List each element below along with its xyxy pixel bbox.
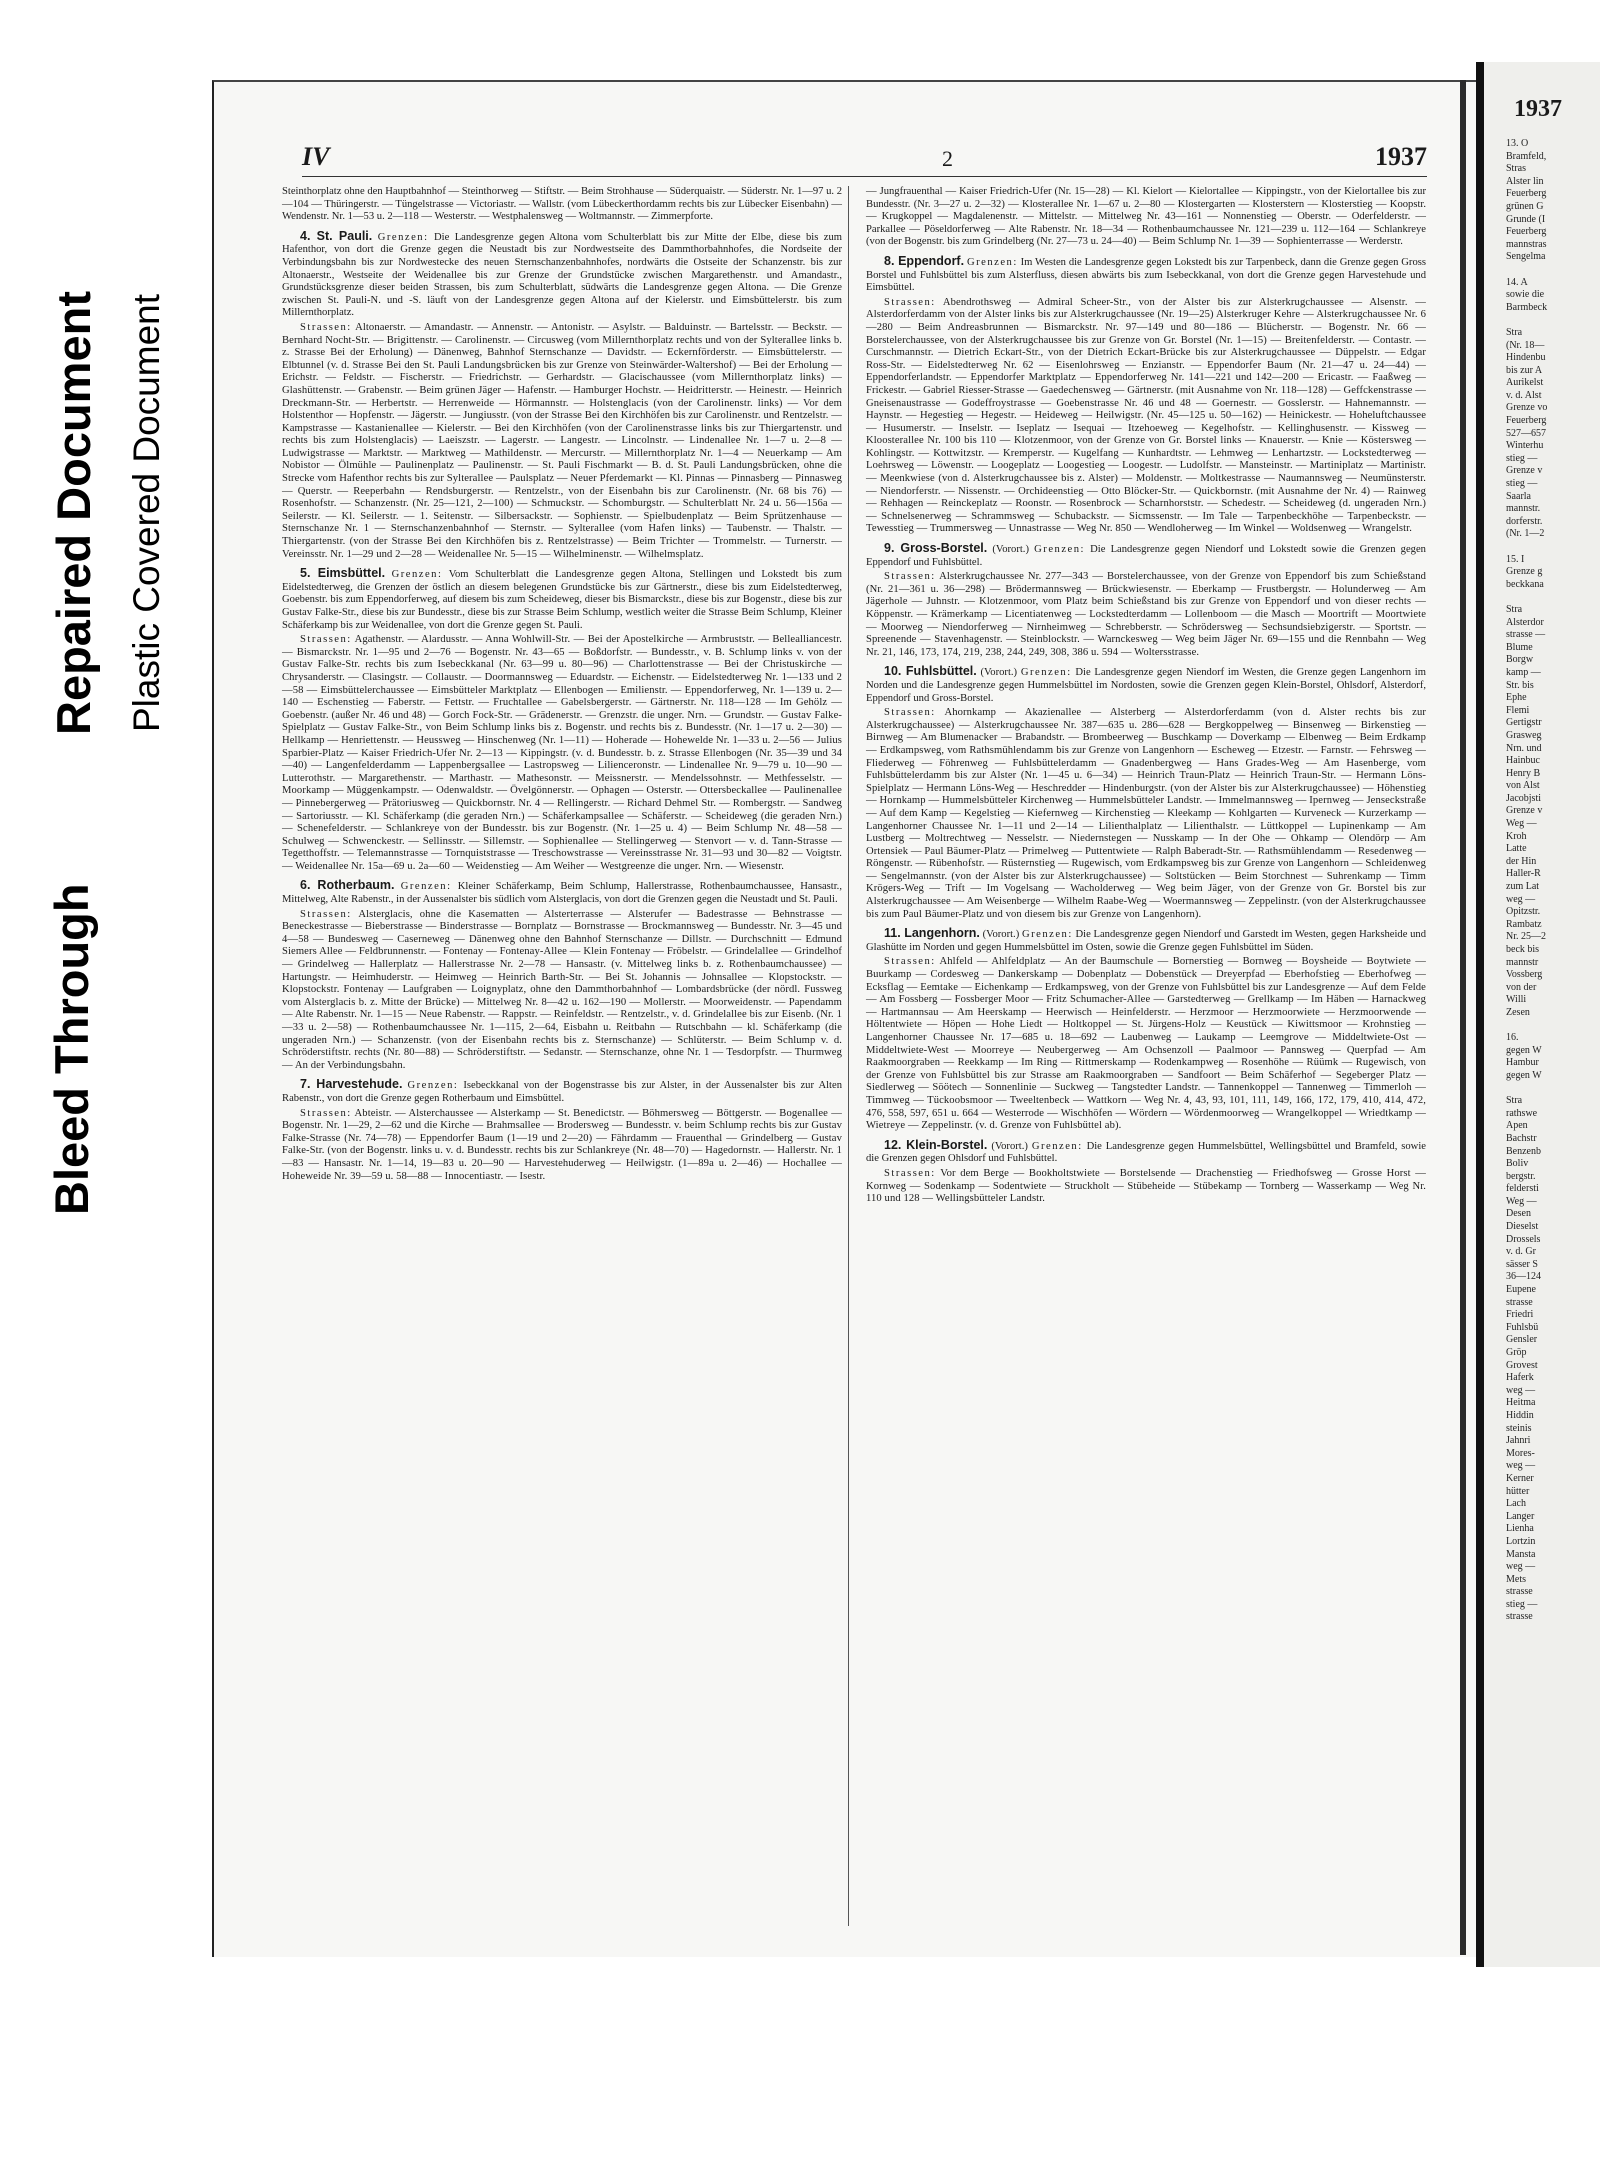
next-page-line: Haferk [1506,1372,1534,1384]
next-page-line: der Hin [1506,855,1537,867]
district-strassen [866,956,1426,1132]
next-page-strip [1476,62,1600,1967]
next-page-line: strasse [1506,1296,1533,1308]
strassen-label: Strassen: [884,1167,936,1179]
next-page-line: Vossberg [1506,969,1543,981]
next-page-line: Mets [1506,1573,1526,1585]
next-page-line: 36—124 [1506,1271,1541,1283]
next-page-line: Weg — [1506,1195,1537,1207]
next-page-line: Stra [1506,1095,1523,1107]
page-year: 1937 [1375,142,1427,171]
next-page-line: Heitma [1506,1397,1536,1409]
next-page-line: strasse [1506,1586,1533,1598]
next-page-line: mannstr [1506,956,1539,968]
next-page-line: Sengelma [1506,251,1546,263]
next-page-line: bis zur A [1506,364,1543,376]
grenzen-label: Grenzen: [1034,544,1085,556]
next-page-line: Henry B [1506,767,1541,779]
next-page-line: Hambur [1506,1057,1539,1069]
district-strassen [282,634,842,873]
grenzen-label: Grenzen: [1020,667,1072,679]
district-section [282,879,842,1072]
next-page-line: sowie die [1506,289,1545,301]
next-page-line: Eupene [1506,1284,1536,1296]
strassen-text: Alsterkrugchaussee Nr. 277—343 — Borstelerchaussee, von der Grenze von Eppendorf bis zum Schießstand (Nr. 21—361 u. 36—298) — Brödermannsweg — Brückwiesenstr. — Eberkamp — Frustbergstr. — Holunderweg — Am Jägerhole — Juhnstr. — Klotzenmoor, vom Platz beim Schießstand bis zur Grenze von Eppendorf und von dieser rechts — Köppenstr. — Krämerkamp — Licentiatenweg — Lockstedterdamm — Lollenboom — die Masch — Moortrift — Moortwiete — Moorweg — Niendorferweg — Nirnheimweg — Schrebberstr. — Schrödersweg — Sechsundsiebzigerstr. — Sportstr. — Spreenende — Stavenhagenstr. — Steinblockstr. — Warnckesweg — Weg beim Jäger Nr. 69—155 und die Rennbahn — Weg Nr. 21, 146, 173, 174, 219, 238, 244, 249, 308, 386 u. 594 — Woltersstrasse. [866,571,1426,658]
strassen-text: Alsterglacis, ohne die Kasematten — Alsterterrasse — Alsterufer — Badestrasse — Behnstrasse — Beneckestrasse — Bieberstrasse — Binderstrasse — Bornplatz — Bornstrasse — Brockmannsweg — Bundesstr. Nr. 3—45 und 4—58 — Bundesweg — Caserneweg — Dänenweg ohne den Bahnhof Sternschanze — Dillstr. — Durchschnitt — Edmund Siemers Allee — Feldbrunnenstr. — Fontenay — Fontenay-Allee — Klein Fontenay — Fröbelstr. — Grindelallee — Grindelhof — Grindelweg — Hallerplatz — Hallerstrasse Nr. 2—78 — Hansastr. (v. Mittelweg links b. z. Rothenbaumchaussee) — Hartungstr. — Heimhuderstr. — Heimweg — Heinrich Barth-Str. — Bei St. Johannis — Johnsallee — Klopstockstr. — Klopstockstr. Fontenay — Laufgraben — Loignyplatz, ohne den Dammthorbahnhof — Lombardsbrücke (der nördl. Fussweg vom Alsterglacis b. z. Mitte der Brücke) — Mittelweg Nr. 8—42 u. 162—190 — Mollerstr. — Moorweidenstr. — Papendamm — Alte Rabenstr. Nr. 1—15 — Neue Rabenstr. — Rappstr. — Reinfeldstr. — Rentzelstr., v. d. Grindelallee bis zur Eisenb. (Nr. 1—33 u. 2—58) — Rothenbaumchaussee Nr. 1—115, 2—64, Eisbahn u. Reitbahn — Rutschbahn — kl. Schäferkamp (die ungeraden Nrn.) — Schanzenstr. (von der Eisenbahn rechts bis z. Sternschanze) — Schlüterstr. — Beim Schlump v. d. Schröderstiftstr. rechts (Nr. 80—88) — Schröderstiftstr. — Sedanstr. — Sternschanze, ohne Nr. 1 — Tesdorpfstr. — Thurmweg — An der Verbindungsbahn. [282,908,843,1071]
next-page-line: Stra [1506,326,1523,338]
page-header [302,142,1427,172]
strassen-text: Vor dem Berge — Bookholtstwiete — Borstelsende — Drachenstieg — Friedhofsweg — Grosse Horst — Kornweg — Sodenkamp — Sodentwiete — Struckholt — Stübeheide — Stübekamp — Tornberg — Wasserkamp — Weg Nr. 110 und 128 — Wellingsbütteler Landstr. [866,1167,1426,1205]
district-strassen [866,297,1426,536]
next-page-line: Jahnri [1506,1435,1531,1447]
next-page-line: Bramfeld, [1506,150,1547,162]
next-page-line: Winterhu [1506,440,1544,452]
district-section [866,542,1426,659]
district-grenzen [282,879,842,906]
grenzen-text: Die Landesgrenze gegen Niendorf und Lokstedt sowie die Grenzen gegen Eppendorf und Fuhlsbüttel. [866,544,1426,568]
next-page-line: strasse [1506,1611,1533,1623]
next-page-line: von Alst [1506,780,1540,792]
next-page-line: Apen [1506,1120,1528,1132]
next-page-line: gegen W [1506,1069,1542,1081]
next-page-line: Saarla [1506,490,1531,502]
district-prefix: (Vorort.) [992,544,1029,556]
next-page-line: Stras [1506,163,1526,175]
next-page-line: Grasweg [1506,729,1542,741]
district-prefix: (Vorort.) [980,667,1018,679]
next-page-line: Str. bis [1506,679,1534,691]
next-page-text [1506,138,1600,1878]
district-heading: 6. Rotherbaum. [300,878,395,893]
bleed-through-label: Bleed Through [45,883,98,1215]
next-page-line: Grenze v [1506,465,1543,477]
grenzen-text: Isebeckkanal von der Bogenstrasse bis zur Alster, in der Aussenalster bis zur Alten Rabenstr., von dort die Grenze gegen Rotherbaum und Eimsbüttel. [282,1080,842,1104]
grenzen-text: Die Landesgrenze gegen Altona vom Schulterblatt bis zur Mitte der Elbe, diese bis zum Hafenthor, von dort die Grenze gegen die Neustadt bis zur Nordwestseite des Dammthorbahnhofes, die Nordseite der Verbindungsbahn bis zur Nordwestecke des neuen Sternschanzenbahnhofes, nordwärts die Ostseite der Schanzenstr. bis zur Altonaerstr., Westseite der Weidenallee bis zur Grenze der Grundstücke zwischen Margarethenstr. und Amandastr., Grundstücksgrenze dieser beiden Strassen, bis zum Schulterblatt, südwärts die Landesgrenze gegen Altona. — Die Grenze zwischen St. Pauli-N. und -S. läuft von der Landesgrenze gegen Altona auf der Kielerstr. und Eimsbüttelerstr. bis zum Millernthorplatz. [282,231,843,319]
strassen-text: Abendrothsweg — Admiral Scheer-Str., von der Alster bis zur Alsterkrugchaussee — Alsenstr. — Alsterdorferdamm von der Alster links bis zur Alsterkrugchaussee (Nr. 19—25) Alsterkruger Kehre — Alsterkrugchaussee Nr. 6—280 — Beim Andreasbrunnen — Bismarckstr. Nr. 97—149 und 80—186 — Blücherstr. — Bogenstr. Nr. 66 — Borstelerchaussee, von der Alsterkrugchaussee bis zur Grenze von Gr. Borstel (Nr. 1—15) — Breitenfelderstr. — Contastr. — Curschmannstr. — Dietrich Eckart-Str., von der Dietrich Eckart-Brücke bis zur Alsterkrugchaussee — Düppelstr. — Edgar Ross-Str. — Eidelstedterweg Nr. 62 — Eisenlohrsweg — Enzianstr. — Eppendorfer Baum (Nr. 21—47 u. 24—44) — Eppendorferlandstr. — Eppendorfer Marktplatz — Eppendorferweg Nr. 141—221 und 142—200 — Ericastr. — Faaßweg — Frickestr. — Gabriel Riesser-Strasse — Gaedechensweg — Gärtnerstr. (mit Ausnahme von Nr. 118—128) — Geffckenstrasse — Gneisenaustrasse — Godeffroystrasse — Goebenstrasse Nr. 46 und 48 — Goernestr. — Gosslerstr. — Hahnemannstr. — Haynstr. — Hegestieg — Hegestr. — Heideweg — Heilwigstr. (Nr. 45—125 u. 50—162) — Heinickestr. — Hoheluftchaussee — Husumerstr. — Inselstr. — Iseplatz — Isequai — Itzehoeweg — Kegelhofstr. — Kellinghusenstr. — Kissweg — Kloosterallee Nr. 100 bis 110 — Klotzenmoor, von der Grenze von Gr. Borstel links — Knauerstr. — Knie — Köstersweg — Kohlingstr. — Kottwitzstr. — Kremperstr. — Kugelfang — Kunhardtstr. — Lehmweg — Lenhartzstr. — Lockstedterweg — Loehrsweg — Löwenstr. — Loogeplatz — Loogestieg — Loogestr. — Ludolfstr. — Mansteinstr. — Martiniplatz — Martinistr. — Meenkwiese (von d. Alsterkrugchaussee bis z. Alster) — Moldenstr. — Moltkestrasse — Naumannsweg — Neumünsterstr. — Niendorferstr. — Nissenstr. — Orchideenstieg — Otto Blöcker-Str. — Quickbornstr. (mit Ausnahme der Nr. 4) — Rainweg — Rehhagen — Reinckeplatz — Roonstr. — Rosenbrock — Scharnhorststr. — Schedestr. — Scheideweg (d. ungeraden Nrn.) — Schnelsenerweg — Schrammsweg — Schubackstr. — Sicmssenstr. — Im Tale — Tarpenbeckhöhe — Tarpenbeckstr. — Tewesstieg — Trummersweg — Unnastrasse — Weg Nr. 850 — Wendloherweg — Im Winkel — Woldsenweg — Wrangelstr. [866,296,1427,535]
repaired-document-label: Repaired Document [47,291,100,735]
district-strassen [866,1168,1426,1206]
next-page-line: Feuerberg [1506,226,1547,238]
district-heading: 11. Langenhorn. [884,926,980,941]
next-page-line: Drossels [1506,1233,1541,1245]
next-page-line: Latte [1506,843,1527,855]
next-page-line: Jacobjsti [1506,792,1541,804]
district-section [866,1139,1426,1206]
district-strassen [282,1108,842,1184]
next-page-line: beck bis [1506,944,1540,955]
grenzen-text: Die Landesgrenze gegen Niendorf im Westen, die Grenze gegen Langenhorn im Norden und die Landesgrenze gegen Hummelsbüttel im Nordosten, sowie die Grenzen gegen Klein-Borstel, Ohlsdorf, Alsterdorf, Eppendorf und Gross-Borstel. [866,667,1426,704]
next-page-line: Aurikelst [1506,377,1544,389]
next-page-line: Hindenbu [1506,352,1546,364]
grenzen-label: Grenzen: [377,231,429,243]
next-page-line: Blume [1506,641,1533,653]
next-page-line: Hiddin [1506,1409,1534,1421]
district-grenzen [866,255,1426,295]
next-page-line: Hainbuc [1506,755,1540,767]
strassen-text: Ahornkamp — Akazienallee — Alsterberg — Alsterdorferdamm (von d. Alster rechts bis zur Alsterkrugchaussee) — Alsterkrugchaussee Nr. 387—635 u. 286—628 — Bergkoppelweg — Binsenweg — Birkenstieg — Birnweg — Am Blumenacker — Brabandstr. — Brombeerweg — Buschkamp — Doverkamp — Elbenweg — Beim Erdkamp — Erdkampsweg, vom Rathsmühlendamm bis zur Grenze von Langenhorn — Escheweg — Etzestr. — Farnstr. — Fehrsweg — Fliederweg — Föhrenweg — Fuhlsbüttelerdamm — Gnadenbergweg — Hans Grades-Weg — Am Hasenberge, vom Fuhlsbüttelerdamm bis zur Alster (Nr. 1—45 u. 6—34) — Heinrich Traun-Platz — Heinrich Traun-Str. — Hermann Löns-Spielplatz — Hermann Löns-Weg — Heschredder — Hindenburgstr. (von der Alster bis zur Alsterkrugchaussee) — Höhenstieg — Hornkamp — Hummelsbütteler Kirchenweg — Hummelsbütteler Landstr. — Immelmannsweg — Ipernweg — Jenseckstraße — Auf dem Kamp — Kegelstieg — Kiefernweg — Kirchenstieg — Kleekamp — Kohlgarten — Kurveneck — Kurzerkamp — Langenhorner Chaussee Nr. 1—11 und 2—14 — Lilienthalplatz — Lilienthalstr. — Lüttkoppel — Lupinenkamp — Am Lustberg — Moltrechtweg — Nesselstr. — Niedernstegen — Nusskamp — In der Ohe — Ohkamp — Olendörp — Am Ortensiek — Paul Bäumer-Platz — Primelweg — Puttentwiete — Ralph Baberadt-Str. — Rathsmühlendamm — Resedenweg — Röngenstr. — Rübenhofstr. — Rüsternstieg — Rugewisch, vom Erdkampsweg bis zur Grenze von Langenhorn — Schleidenweg — Sengelmannstr. (von der Alster bis zur Alsterkrugchaussee) — Soltstücken — Beim Storchnest — Suhrenkamp — Timm Krögers-Weg — Trift — Im Vogelsang — Wacholderweg — Weg beim Jäger, von der Grenze von Gr. Borstel bis zur Alsterkrugchaussee — Am Weisenberge — Wilhelm Raabe-Weg — Woermannsweg — Zeppelinstr. (von der Alsterkrugchaussee bis zum Paul Bäumer-Platz und von diesem bis zur Grenze von Langenhorn). [866,707,1426,920]
next-page-line: dorferstr. [1506,515,1543,527]
header-rule [302,176,1427,177]
next-page-line: (Nr. 18— [1506,339,1545,351]
next-page-line: mannstr. [1506,503,1541,515]
next-page-line [1506,1083,1600,1096]
next-page-line [1506,591,1600,604]
strassen-label: Strassen: [884,707,936,719]
next-page-line [1506,1020,1600,1033]
grenzen-label: Grenzen: [407,1080,459,1092]
next-page-line: 14. A [1506,276,1528,288]
next-page-line: Kerner [1506,1472,1534,1484]
next-page-line: Gertigstr [1506,717,1542,729]
next-page-line: Bachstr [1506,1132,1537,1144]
next-page-line: bergstr. [1506,1170,1536,1182]
right-text-column [866,186,1426,1212]
next-page-line: Opitzstr. [1506,906,1541,918]
district-strassen [866,571,1426,659]
strassen-text: Abteistr. — Alsterchaussee — Alsterkamp — St. Benedictstr. — Böhmersweg — Böttgerstr. — Bogenallee — Bogenstr. Nr. 1—29, 2—62 und die Kirche — Brahmsallee — Brodersweg — Bundesstr. v. beim Schlump rechts bis zur Gustav Falke-Strasse (Nr. 74—78) — Eppendorfer Baum (1—19 und 2—20) — Fährdamm — Frauenthal — Grindelberg — Gustav Falke-Str. (von der Bogenstr. links u. v. d. Bundesstr. rechts bis zur Schlankreye (Nr. 48—70) — Hagedornstr. — Hallerstr. Nr. 1—83 — Hansastr. Nr. 1—14, 19—83 u. 20—90 — Harvestehuderweg — Heilwigstr. (1—89a u. 2—46) — Hochallee — Hoheweide Nr. 39—59 u. 58—88 — Innocentiastr. — Isestr. [282,1107,843,1182]
next-page-line: zum Lat [1506,881,1540,893]
next-page-line: Boliv [1506,1158,1529,1170]
strassen-text: Ahlfeld — Ahlfeldplatz — An der Baumschule — Bornerstieg — Bornweg — Boysheide — Boytwiete — Buurkamp — Cordesweg — Dankerskamp — Dobenplatz — Dobenstück — Dreyerpfad — Eberhofstieg — Eberhofweg — Ecksflag — Eemtake — Eichenkamp — Erdkampsweg, von der Grenze von Fuhlsbüttel bis zur Landesgrenze — Auf dem Felde — Am Fossberg — Fossberger Moor — Fritz Schumacher-Allee — Garstedterweg — Grellkamp — Im Häben — Harnackweg — Hartmannsau — Am Heerskamp — Heerwisch — Heinfelderstr. — Herzmoor — Herzmoorwiete — Herzmoorwende — Höltentwiete — Höpen — Hohe Liedt — Holtkoppel — St. Jürgens-Holz — Keustück — Kiwittsmoor — Krohnstieg — Langenhorner Chaussee Nr. 17—685 u. 18—692 — Laubenweg — Laukamp — Leemgrove — Middeltwiete-Ost — Middeltwiete-West — Moorreye — Neubergerweg — Am Ochsenzoll — Paalmoor — Pannsweg — Querpfad — Am Raakmoorgraben — Reekkamp — Im Ring — Rittmerskamp — Rodenkampweg — Rosenhöhe — Rüümk — Rugewisch, von der Grenze von Fuhlsbüttel bis zur Strasse am Raakmoorgraben — Sandfoort — Beim Schäferhof — Segeberger Platz — Siedlerweg — Söötech — Sonnenlinie — Suckweg — Tangstedter Landstr. — Tannenkoppel — Tannenweg — Timmerloh — Timmweg — Tückoobsmoor — Tweeltenbeck — Wattkorn — Weg Nr. 4, 43, 93, 101, 111, 149, 166, 172, 179, 410, 414, 472, 476, 558, 597, 651 u. 664 — Westerrode — Wischhöfen — Wördern — Wördenmoorweg — Wrangelkoppel — Wriedtkamp — Wietreye — Zeppelinstr. (v. d. Grenze von Fuhlsbüttel ab). [866,956,1427,1132]
next-page-line: 527—657 [1506,427,1546,439]
strassen-label: Strassen: [884,296,936,308]
next-page-line: Grenze v [1506,805,1543,817]
scanned-page [212,80,1476,1957]
next-page-line: Grovest [1506,1359,1538,1371]
next-page-line: Alsterdor [1506,616,1544,628]
district-heading: 10. Fuhlsbüttel. [884,664,977,679]
next-page-line: Alster lin [1506,175,1544,187]
next-page-year: 1937 [1514,96,1562,122]
district-grenzen [866,927,1426,954]
next-page-line: Grunde (I [1506,213,1546,225]
strassen-text: Altonaerstr. — Amandastr. — Annenstr. — Antonistr. — Asylstr. — Balduinstr. — Bartelsstr. — Beckstr. — Bernhard Nocht-Str. — Brigittenstr. — Carolinenstr. — Circusweg (vom Millernthorplatz rechts und von der Sylterallee links b. z. Strasse Bei der Erholung) — Dänenweg, Bahnhof Sternschanze — Davidstr. — Eckernförderstr. — Eimsbüttelerstr. — Elbtunnel (v. d. Strasse Bei den St. Pauli Landungsbrücken bis zur Grenze von Steinwärder-Waltershof) — Bei der Erholung — Erichstr. — Feldstr. — Fischerstr. — Friedrichstr. — Gerhardstr. — Glacischaussee (vom Millernthorplatz links) — Glashüttenstr. — Grabenstr. — Beim grünen Jäger — Hafenstr. — Hamburger Hochstr. — Heidritterstr. — Heinestr. — Heinrich Dreckmann-Str. — Herbertstr. — Herrenweide — Hörmannstr. — Holstenglacis (von der Carolinenstr. links) — Vor dem Holstenthor — Hopfenstr. — Jägerstr. — Jungiusstr. (von der Strasse Bei den Kirchhöfen bis zur Carolinenstr. und Rentzelstr. — Kampstrasse — Kastanienallee — Kielerstr. — Bei den Kirchhöfen (von der Carolinenstrasse links bis zur Thiergartenstr. und rechts bis zum Holstenglacis) — Laeiszstr. — Lagerstr. — Langestr. — Lincolnstr. — Lindenallee Nr. 1—7 u. 2—8 — Ludwigstrasse — Marktstr. — Marktweg — Mathildenstr. — Mercurstr. — Millernthorplatz Nr. 1—4 — Neuerkamp — Am Nobistor — Ölmühle — Paulinenplatz — Paulinenstr. — St. Pauli Fischmarkt — B. d. St. Pauli Landungsbrücken, ohne die Strecke vom Hafenthor rechts bis zur Sylterallee — Paulsplatz — Neuer Pferdemarkt — Kl. Pinnas — Pinnasberg — Pinnasweg — Querstr. — Reeperbahn — Rendsburgerstr. — Rentzelstr., von der Eisenbahn bis zur Carolinenstr. (Nr. 68 bis 76) — Rosenhofstr. — Schanzenstr. (Nr. 25—121, 2—100) — Schmuckstr. — Schomburgstr. — Schulterblatt Nr. 24 u. 56—156a — Seilerstr. — Kl. Seilerstr. — 1. Seitenstr. — Silbersackstr. — Sophienstr. — Spielbudenplatz — Beim Sprützenhause — Sternschanze Nr. 1 — Sternschanzenbahnhof — Sternstr. — Sylterallee (vom Hafen links) — Taubenstr. — Thalstr. — Thiergartenstr. (von der Strasse Bei den Kirchhöfen bis z. Rentzelstrasse) — Beim Trichter — Trommelstr. — Turnerstr. — Vereinsstr. Nr. 1—29 und 2—28 — Weidenallee Nr. 5—15 — Wilhelminenstr. — Wilhelmsplatz. [282,321,842,560]
district-heading: 9. Gross-Borstel. [884,541,988,556]
next-page-line: Gensler [1506,1334,1538,1346]
grenzen-text: Im Westen die Landesgrenze gegen Lokstedt bis zur Tarpenbeck, dann die Grenze gegen Gross Borstel und Fuhlsbüttel bis zum Alsterfluss, diesen abwärts bis zum Isebeckkanal, von dort die Grenze gegen Harvestehude und Eimsbüttel. [866,256,1426,294]
next-page-line: Gröp [1506,1347,1527,1358]
plastic-covered-label: Plastic Covered Document [126,293,167,732]
next-page-line: (Nr. 1—2 [1506,528,1545,540]
next-page-line: Grenze g [1506,566,1543,578]
next-page-line: Friedri [1506,1309,1534,1321]
next-page-line: mannstras [1506,238,1547,250]
grenzen-text: Die Landesgrenze gegen Hummelsbüttel, Wellingsbüttel und Bramfeld, sowie die Grenzen gegen Ohlsdorf und Fuhlsbüttel. [866,1140,1426,1165]
next-page-line: gegen W [1506,1044,1542,1056]
next-page-line: Mores- [1506,1447,1535,1459]
next-page-line: Grenze vo [1506,402,1548,414]
next-page-line: weg — [1506,1561,1536,1573]
next-page-line: Nr. 25—2 [1506,931,1546,943]
district-section [866,665,1426,921]
grenzen-label: Grenzen: [966,256,1018,268]
next-page-line: von der [1506,981,1537,993]
grenzen-text: Vom Schulterblatt die Landesgrenze gegen Altona, Stellingen und Lokstedt bis zum Eidelstedterweg, die Grenzen der östlich an diesem belegenen Grundstücke bis zur Gärtnerstr., diese bis zum Eidelstedterweg, Goebenstr. bis zum Eppendorferweg, auf diesem bis zum Scheideweg, dieser bis Bismarckstr., diese bis zur Bogenstr., diese bis zur Gustav Falke-Str., diese bis zur Bundesstr., diese bis zur Strasse Beim Schlump, westlich weiter die Strasse Beim Schlump, Kleiner Schäferkamp bis zur Weidenallee, von dort die Grenze gegen St. Pauli. [282,569,842,631]
next-page-line: sässer S [1506,1258,1538,1270]
next-page-line: weg — [1506,1460,1536,1472]
next-page-line: Desen [1506,1208,1531,1220]
district-section [866,927,1426,1133]
next-page-line: stieg — [1506,1598,1538,1610]
next-page-line [1506,264,1600,277]
grenzen-label: Grenzen: [1031,1140,1083,1152]
grenzen-text: Die Landesgrenze gegen Niendorf und Garstedt im Westen, gegen Harksheide und Glashütte im Norden und gegen Hummelsbüttel im Osten, sowie die Grenze gegen Fuhlsbüttel im Süden. [866,929,1427,953]
next-page-line: hütter [1506,1485,1530,1497]
next-page-line: Fuhlsbü [1506,1321,1539,1333]
next-page-line [1506,541,1600,554]
next-page-line: stieg — [1506,452,1538,464]
district-section [866,255,1426,536]
right-sections [866,255,1426,1206]
next-page-line: Lortzin [1506,1535,1536,1547]
next-page-line: Haller-R [1506,868,1541,880]
strassen-text: Agathenstr. — Alardusstr. — Anna Wohlwill-Str. — Bei der Apostelkirche — Armbruststr. — Bellealliancestr. — Bismarckstr. Nr. 1—95 und 2—76 — Bogenstr. Nr. 43—65 — Boßdorfstr. — Bundesstr., v. B. Schlump links v. von der Gustav Falke-Str. rechts bis zum Isebeckkanal (Nr. 63—99 u. 80—96) — Charlottenstrasse — Bei der Christuskirche — Chrysanderstr. — Clasingstr. — Collaustr. — Doormannsweg — Eduardstr. — Eichenstr. — Eidelstedterweg Nr. 1—133 und 2—58 — Eimsbüttelerchaussee — Eimsbütteler Marktplatz — Ellenbogen — Emilienstr. — Eppendorferweg, Nr. 1—139 u. 2—140 — Eschenstieg — Faberstr. — Fettstr. — Fruchtallee — Gabelsbergerstr. — Gärtnerstr. Nr. 118—128 — Im Gehölz — Goebenstr. (außer Nr. 46 und 48) — Gorch Fock-Str. — Grädenerstr. — Grenzstr. die unger. Nrn. — Grundstr. — Gustav Falke-Spielplatz — Gustav Falke-Str., von Beim Schlump links bis z. Bogenstr. und rechts bis z. Bundesstr. (Nr. 1—17 u. 2—30) — Hellkamp — Henriettenstr. — Heussweg — Hinschenweg (Nr. 1—11) — Hoherade — Hohewelde Nr. 1—33 u. 2—56 — Julius Sparbier-Platz — Kaiser Friedrich-Ufer Nr. 2—13 — Kippingstr. (v. d. Bundesstr. b. z. Strasse Ellenbogen (Nr. 35—39 und 34—40) — Langenfelderdamm — Lappenbergsallee — Lastropsweg — Lilienceronstr. — Lindenallee Nr. 9—79 u. 10—90 — Lutterothstr. — Margarethenstr. — Marthastr. — Mathesonstr. — Meissnerstr. — Mendelssohnstr. — Methfesselstr. — Moorkamp — Müggenkampstr. — Odenwaldstr. — Övelgönnerstr. — Ophagen — Osterstr. — Ottersbeckallee — Paulinenallee — Pinnebergerweg — Prätoriusweg — Quickbornstr. Nr. 4 — Rellingerstr. — Richard Dehmel Str. — Rombergstr. — Sandweg — Sartoriusstr. — Kl. Schäferkamp (die geraden Nrn.) — Schäferkampsallee — Schäferstr. — Scheideweg (die geraden Nrn.) — Schenefelderstr. — Schlankreye von der Bundesstr. bis zur Bogenstr. (Nr. 1—25 u. 4) — Beim Schlump Nr. 48—58 — Schulweg — Schwenckestr. — Sellinsstr. — Sillemstr. — Sophienallee — Stellingerweg — Stenvort — v. d. Tann-Strasse — Tegetthoffstr. — Telemannstrasse — Tornquiststrasse — Treschowstrasse — Vereinsstrasse Nr. 31—93 und 30—82 — Voigtstr. — Weidenallee Nr. 15a—69 u. 2a—60 — Weidenstieg — Am Weiher — Westgreenze die unger. Nrn. — Wiesenstr. [282,634,842,872]
next-page-line: 15. I [1506,553,1525,565]
district-prefix: (Vorort.) [982,929,1020,941]
next-page-line: Flemi [1506,704,1530,716]
strassen-label: Strassen: [300,321,352,333]
district-strassen [866,707,1426,921]
next-page-line: kamp — [1506,666,1541,678]
district-section [282,1078,842,1183]
section-number: IV [302,142,330,171]
column-divider [848,186,849,1926]
next-page-line: grünen G [1506,200,1544,212]
next-page-line: weg — [1506,893,1536,905]
next-page-line: Feuerberg [1506,188,1547,200]
strassen-label: Strassen: [884,571,936,583]
district-section [282,567,842,873]
district-grenzen [866,665,1426,705]
district-section [282,230,842,561]
next-page-line: 16. [1506,1032,1519,1044]
strassen-label: Strassen: [300,1107,352,1119]
next-page-line: v. d. Alst [1506,389,1542,401]
next-page-line [1506,314,1600,327]
strassen-label: Strassen: [300,634,352,646]
district-strassen [282,322,842,561]
next-page-line: Barmbeck [1506,301,1548,313]
next-page-line: beckkana [1506,578,1544,590]
page-number: 2 [942,146,953,171]
district-grenzen [282,230,842,320]
next-page-line: Mansta [1506,1548,1536,1560]
next-page-line: Nrn. und [1506,742,1542,754]
next-page-line: Weg — [1506,818,1537,830]
district-heading: 7. Harvestehude. [300,1077,403,1092]
column-intro: Steinthorplatz ohne den Hauptbahnhof — Steinthorweg — Stiftstr. — Beim Strohhause — Süderquaistr. — Süderstr. Nr. 1—97 u. 2—104 — Thüringerstr. — Tüngelstrasse — Victoriastr. — Wallstr. (vom Lübeckerthordamm rechts bis zur Lübecker Eisenbahn) — Wendenstr. Nr. 1—53 u. 2—118 — Westerstr. — Westphalensweg — Woltmannstr. — Zimmerpforte. [282,186,842,223]
next-page-line: Ephe [1506,692,1527,704]
next-page-line: strasse — [1506,629,1546,641]
grenzen-label: Grenzen: [1021,929,1073,941]
grenzen-text: Kleiner Schäferkamp, Beim Schlump, Hallerstrasse, Rothenbaumchaussee, Hansastr., Mittelweg, Alte Rabenstr., in der Aussenalster bis südlich vom Alsterglacis, von dort die Grenzen gegen die Neustadt und St. Pauli. [282,881,842,906]
district-grenzen [866,1139,1426,1166]
next-page-line: Dieselst [1506,1221,1539,1233]
next-page-line: steinis [1506,1422,1532,1434]
next-page-line: Lach [1506,1498,1526,1510]
district-grenzen [866,542,1426,569]
next-page-line: Borgw [1506,654,1534,666]
next-page-line: stieg — [1506,478,1538,490]
left-sections [282,230,842,1183]
district-heading: 5. Eimsbüttel. [300,566,386,581]
district-strassen [282,909,842,1073]
district-heading: 12. Klein-Borstel. [884,1137,988,1152]
next-page-line: Feuerberg [1506,415,1547,427]
page-gutter-shadow [1460,80,1466,1955]
next-page-line: Stra [1506,603,1523,615]
district-grenzen [282,567,842,632]
grenzen-label: Grenzen: [391,569,443,581]
next-page-line: rathswe [1506,1107,1538,1119]
next-page-line: 13. O [1506,138,1529,149]
next-page-line: Rambatz [1506,918,1542,930]
next-page-line: Benzenb [1506,1145,1541,1157]
next-page-line: weg — [1506,1384,1536,1396]
strassen-label: Strassen: [300,908,352,920]
next-page-line: v. d. Gr [1506,1246,1536,1258]
district-heading: 8. Eppendorf. [884,253,965,268]
next-page-line: feldersti [1506,1183,1539,1195]
district-grenzen [282,1078,842,1105]
next-page-line: Langer [1506,1510,1535,1522]
district-prefix: (Vorort.) [991,1140,1028,1152]
grenzen-label: Grenzen: [400,881,452,893]
district-heading: 4. St. Pauli. [300,228,373,243]
next-page-line: Zesen [1506,1006,1530,1018]
next-page-line: Willi [1506,994,1527,1006]
next-page-line: Lienha [1506,1523,1534,1535]
left-text-column [282,186,842,1189]
strassen-label: Strassen: [884,956,936,968]
column-intro: — Jungfrauenthal — Kaiser Friedrich-Ufer (Nr. 15—28) — Kl. Kielort — Kielortallee — Kippingstr., von der Kielortallee bis zur Bundesstr. (Nr. 3—27 u. 2—32) — Klosterallee Nr. 1—67 u. 2—80 — Klostergarten — Klosterstern — Klosterstieg — Koopstr. — Krugkoppel — Magdalenenstr. — Mittelstr. — Mittelweg Nr. 43—161 — Nonnenstieg — Oberstr. — Oderfelderstr. — Parkallee — Pöseldorferweg — Alte Rabenstr. Nr. 18—34 — Rothenbaumchaussee Nr. 121—239 u. 112—164 — Schlankreye (von der Bogenstr. bis zum Grindelberg (Nr. 27—73 u. 24—40) — Beim Schlump Nr. 1—39 — Sophienterrasse — Werderstr. [866,186,1426,248]
next-page-line: Kroh [1506,830,1527,842]
